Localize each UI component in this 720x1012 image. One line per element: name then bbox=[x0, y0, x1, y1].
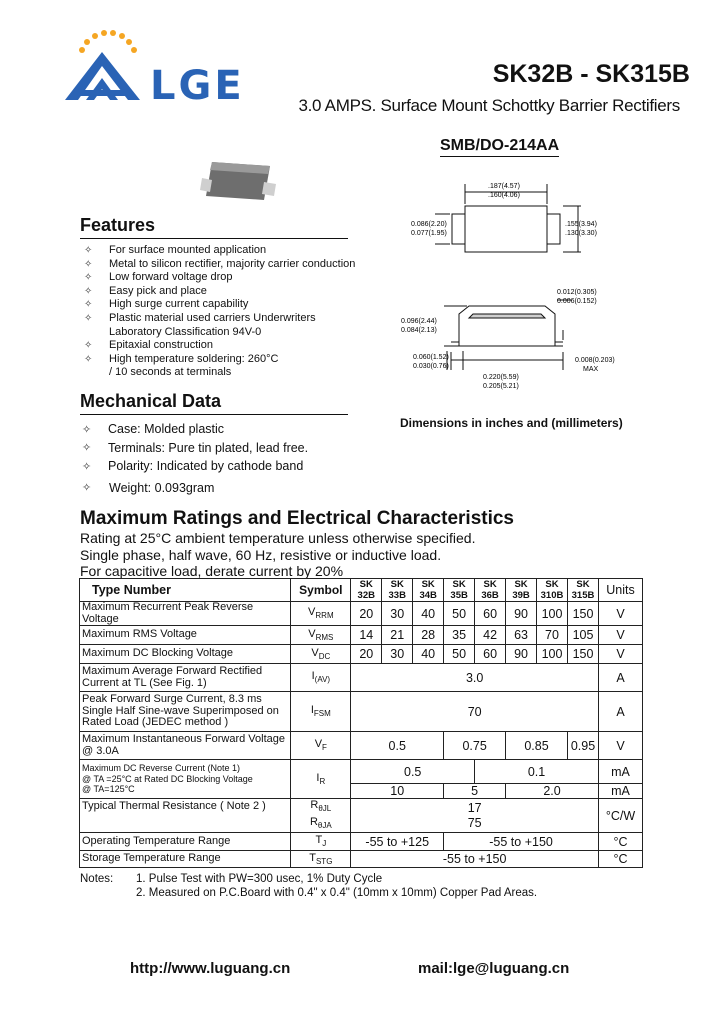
list-item: ✧ Epitaxial construction bbox=[84, 339, 213, 352]
package-title: SMB/DO-214AA bbox=[440, 137, 559, 157]
mechanical-list bbox=[82, 420, 308, 497]
mechanical-heading: Mechanical Data bbox=[80, 391, 348, 415]
ratings-table bbox=[79, 578, 643, 868]
dim-lead-max: 0.086(2.20) bbox=[411, 221, 447, 228]
list-item: ✧ Polarity: Indicated by cathode band bbox=[82, 459, 304, 474]
table-row: Maximum RMS Voltage $V_{RMS}$ 14 21 28 35 42 63 70 105 V bbox=[80, 626, 643, 645]
list-item: ✧ Metal to silicon rectifier, majority carrier conduction bbox=[84, 257, 356, 270]
col-part: SK 39B bbox=[506, 579, 537, 602]
col-part: SK 35B bbox=[444, 579, 475, 602]
dim-foot-min: 0.030(0.76) bbox=[413, 363, 449, 370]
dim-standoff: 0.008(0.203) bbox=[575, 357, 615, 364]
table-row: 10 5 2.0 mA bbox=[80, 784, 643, 799]
page-title: SK32B - SK315B bbox=[492, 60, 690, 88]
table-row: Operating Temperature Range $T_J$ -55 to +125 -55 to +150 °C bbox=[80, 833, 643, 851]
dim-tab-max: 0.012(0.305) bbox=[557, 289, 597, 296]
list-item: ✧ High surge current capability bbox=[84, 298, 249, 311]
col-part: SK 310B bbox=[537, 579, 568, 602]
brand-logo-text: LGE bbox=[150, 63, 245, 109]
col-part: SK 315B bbox=[568, 579, 599, 602]
notes-label: Notes: bbox=[80, 873, 114, 885]
diamond-bullet-icon: ✧ bbox=[84, 312, 93, 324]
col-part: SK 32B bbox=[351, 579, 382, 602]
note-1: 1. Pulse Test with PW=300 usec, 1% Duty Cycle bbox=[136, 873, 383, 885]
diamond-bullet-icon: ✧ bbox=[82, 460, 92, 473]
diamond-bullet-icon: ✧ bbox=[82, 423, 92, 436]
email-link[interactable]: mail:lge@luguang.cn bbox=[418, 960, 570, 977]
table-row: Maximum Recurrent Peak Reverse Voltage $V_{RRM}$ 20 30 40 50 60 90 100 150 V bbox=[80, 602, 643, 626]
table-row: Storage Temperature Range $T_{STG}$ -55 to +150 °C bbox=[80, 851, 643, 868]
list-item: ✧ Terminals: Pure tin plated, lead free. bbox=[82, 440, 309, 455]
ratings-heading: Maximum Ratings and Electrical Characteristics bbox=[80, 508, 514, 529]
features-list bbox=[84, 244, 379, 380]
dim-width-min: .130(3.30) bbox=[565, 230, 597, 237]
note-2: 2. Measured on P.C.Board with 0.4" x 0.4" (10mm x 10mm) Copper Pad Areas. bbox=[136, 887, 538, 899]
table-row: Maximum DC Blocking Voltage $V_{DC}$ 20 30 40 50 60 90 100 150 V bbox=[80, 645, 643, 664]
diamond-bullet-icon: ✧ bbox=[84, 353, 93, 365]
dim-length-max: .187(4.57) bbox=[488, 183, 520, 190]
side-view-drawing bbox=[444, 300, 571, 370]
website-link[interactable]: http://www.luguang.cn bbox=[130, 960, 291, 977]
diamond-bullet-icon: ✧ bbox=[84, 245, 93, 256]
dim-overall-max: 0.220(5.59) bbox=[483, 374, 519, 381]
ratings-intro: Rating at 25°C ambient temperature unless otherwise specified. Single phase, half wave, 60 Hz, resistive or inductive load. For capacitive load, derate current by 20% bbox=[80, 530, 476, 579]
table-row: Typical Thermal Resistance ( Note 2 ) $R_{\theta JL}$ $R_{\theta JA}$ 17 75 °C/W bbox=[80, 799, 643, 833]
dim-tab-min: 0.006(0.152) bbox=[557, 298, 597, 305]
diamond-bullet-icon: ✧ bbox=[84, 285, 93, 297]
col-units: Units bbox=[598, 579, 642, 602]
dim-width-max: .155(3.94) bbox=[565, 221, 597, 228]
component-image bbox=[200, 158, 276, 204]
table-header-row bbox=[80, 579, 643, 602]
features-heading: Features bbox=[80, 215, 348, 239]
dim-lead-min: 0.077(1.95) bbox=[411, 230, 447, 237]
table-row: Peak Forward Surge Current, 8.3 ms Single Half Sine-wave Superimposed on Rated Load (JEDEC method ) $I_{FSM}$ 70 A bbox=[80, 692, 643, 732]
col-type-number: Type Number bbox=[80, 579, 291, 602]
diamond-bullet-icon: ✧ bbox=[82, 482, 92, 495]
list-item: ✧ High temperature soldering: 260°C / 10 seconds at terminals bbox=[84, 352, 279, 379]
col-part: SK 36B bbox=[475, 579, 506, 602]
table-row: Maximum Average Forward Rectified Current at TL (See Fig. 1) $I_{(AV)}$ 3.0 A bbox=[80, 664, 643, 692]
diamond-bullet-icon: ✧ bbox=[84, 272, 93, 284]
dim-foot-max: 0.060(1.52) bbox=[413, 354, 449, 361]
list-item: ✧ Low forward voltage drop bbox=[84, 271, 233, 284]
diamond-bullet-icon: ✧ bbox=[84, 340, 93, 352]
notes bbox=[80, 872, 537, 900]
dim-height-min: 0.084(2.13) bbox=[401, 327, 437, 334]
diamond-bullet-icon: ✧ bbox=[84, 258, 93, 270]
diamond-bullet-icon: ✧ bbox=[84, 299, 93, 311]
list-item: ✧ Easy pick and place bbox=[84, 284, 207, 297]
package-dimension-drawing bbox=[395, 170, 625, 390]
list-item: ✧ Case: Molded plastic bbox=[82, 422, 225, 437]
dim-height-max: 0.096(2.44) bbox=[401, 318, 437, 325]
list-item: ✧ Plastic material used carriers Underwriters Laboratory Classification 94V-0 bbox=[84, 311, 316, 338]
table-row: Maximum DC Reverse Current (Note 1) @ TA =25°C at Rated DC Blocking Voltage @ TA=125°C $I_R$ 0.5 0.1 mA bbox=[80, 760, 643, 784]
list-item: ✧ Weight: 0.093gram bbox=[82, 480, 215, 495]
dim-standoff-label: MAX bbox=[583, 366, 599, 373]
page-subtitle: 3.0 AMPS. Surface Mount Schottky Barrier Rectifiers bbox=[298, 96, 680, 115]
col-part: SK 33B bbox=[382, 579, 413, 602]
table-row: Maximum Instantaneous Forward Voltage @ 3.0A $V_F$ 0.5 0.75 0.85 0.95 V bbox=[80, 732, 643, 760]
dimensions-caption: Dimensions in inches and (millimeters) bbox=[400, 416, 623, 430]
list-item: ✧ For surface mounted application bbox=[84, 244, 267, 256]
col-part: SK 34B bbox=[413, 579, 444, 602]
dim-overall-min: 0.205(5.21) bbox=[483, 383, 519, 390]
diamond-bullet-icon: ✧ bbox=[82, 442, 92, 455]
dim-length-min: .160(4.06) bbox=[488, 192, 520, 199]
col-symbol: Symbol bbox=[291, 579, 351, 602]
